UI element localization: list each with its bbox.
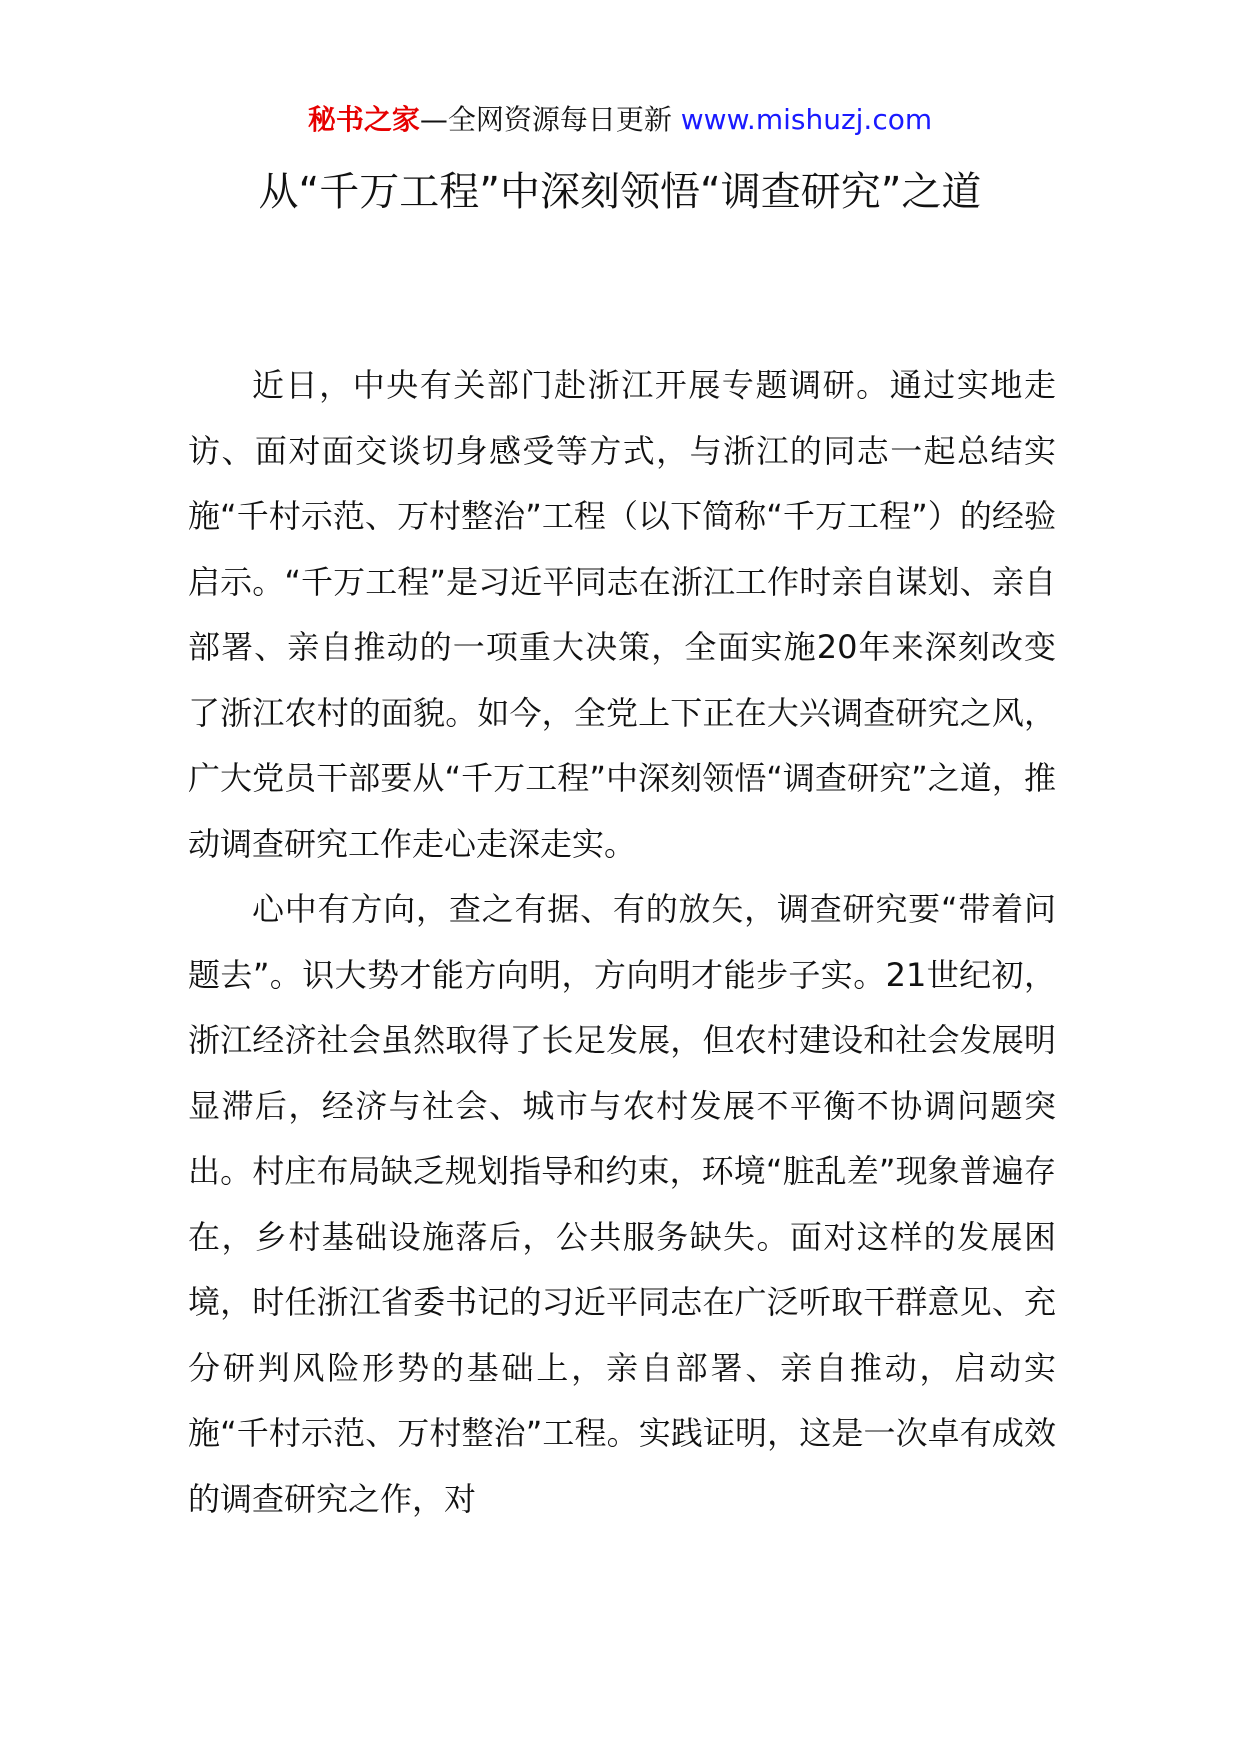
document-body: [188, 353, 1056, 1532]
site-url-link[interactable]: www.mishuzj.com: [680, 103, 933, 136]
brand-name: 秘书之家: [307, 103, 420, 136]
document-title: 从“千万工程”中深刻领悟“调查研究”之道: [258, 169, 982, 215]
header-tagline: —全网资源每日更新: [419, 103, 681, 136]
paragraph-1: 近日，中央有关部门赴浙江开展专题调研。通过实地走访、面对面交谈切身感受等方式，与浙江的同志一起总结实施“千村示范、万村整治”工程（以下简称“千万工程”）的经验启示。“千万工程”是习近平同志在浙江工作时亲自谋划、亲自部署、亲自推动的一项重大决策，全面实施20年来深刻改变了浙江农村的面貌。如今，全党上下正在大兴调查研究之风，广大党员干部要从“千万工程”中深刻领悟“调查研究”之道，推动调查研究工作走心走深走实。: [188, 366, 1056, 863]
paragraph-2: 心中有方向，查之有据、有的放矢，调查研究要“带着问题去”。识大势才能方向明，方向明才能步子实。21世纪初，浙江经济社会虽然取得了长足发展，但农村建设和社会发展明显滞后，经济与社会、城市与农村发展不平衡不协调问题突出。村庄布局缺乏规划指导和约束，环境“脏乱差”现象普遍存在，乡村基础设施落后，公共服务缺失。面对这样的发展困境，时任浙江省委书记的习近平同志在广泛听取干群意见、充分研判风险形势的基础上，亲自部署、亲自推动，启动实施“千村示范、万村整治”工程。实践证明，这是一次卓有成效的调查研究之作，对: [188, 890, 1056, 1518]
watermark-header: [0, 100, 1240, 140]
